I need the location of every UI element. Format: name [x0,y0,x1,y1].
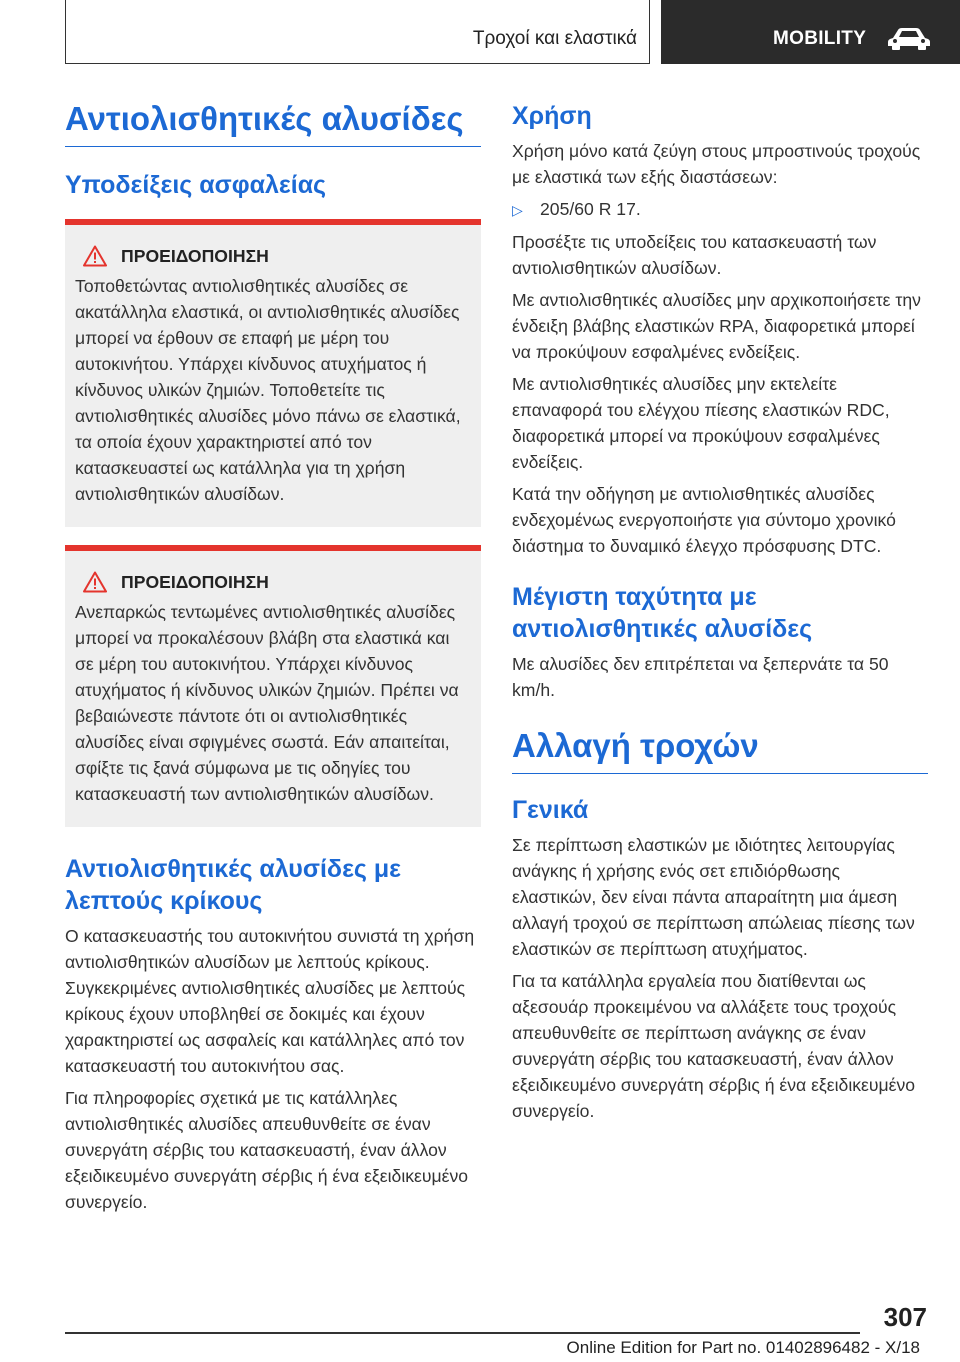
car-icon [887,26,931,50]
section-title: Τροχοί και ελαστικά [472,28,637,49]
warning-text-2: Ανεπαρκώς τεντωμένες αντιολισθητικές αλυσίδες μπορεί να προκαλέσουν βλάβη στα ελαστικά και σε μέρη του αυτοκινήτου. Υπάρχει κίνδυνος ατυχήματος ή κίνδυνος υλικών ζημιών. Πρέπει να βεβαιώνεστε πάντοτε ότι οι αντιολισθητικές αλυσίδες είναι σφιγμένες σωστά. Εάν απαιτείται, σφίξτε τις ξανά σύμφωνα με τις οδηγίες του κατασκευαστή των αντιολισθητικών αλυσίδων. [75,602,459,804]
general-paragraph-1: Σε περίπτωση ελαστικών με ιδιότητες λειτουργίας ανάγκης ή χρήσης ενός σετ επιδιόρθωσης ελαστικών, δεν είναι πάντα απαραίτητη μια άμεση αλλαγή τροχού σε περίπτωση απώλειας πίεσης των ελαστικών σε περίπτωση ατυχήματος. [512,835,915,959]
left-column [65,100,481,1215]
warning-label-2: ΠΡΟΕΙΔΟΠΟΙΗΣΗ [121,571,269,592]
warning-box-1 [65,219,481,527]
chains-heading: Αντιολισθητικές αλυσίδες [65,100,481,147]
wheel-change-heading: Αλλαγή τροχών [512,727,928,774]
edition-text: Online Edition for Part no. 01402896482 - X/18 [566,1338,920,1357]
thin-rings-paragraph-2: Για πληροφορίες σχετικά με τις κατάλληλες αντιολισθητικές αλυσίδες απευθυνθείτε σε έναν συνεργάτη σέρβις του κατασκευαστή, έναν άλλον εξειδικευμένο συνεργάτη σέρβις ή ένα εξειδικευμένο συνεργείο. [65,1088,469,1212]
warning-text-1: Τοποθετώντας αντιολισθητικές αλυσίδες σε ακατάλληλα ελαστικά, οι αντιολισθητικές αλυσίδες μπορεί να έρθουν σε επαφή με μέρη του αυτοκινήτου. Υπάρχει κίνδυνος ατυχήματος ή κίνδυνος υλικών ζημιών. Τοποθετείτε τις αντιολισθητικές αλυσίδες μόνο πάνω σε ελαστικά, τα οποία έχουν χαρακτηριστεί από τον κατασκευαστεί ως κατάλληλα για τη χρήση αντιολισθητικών αλυσίδων. [75,276,461,504]
max-speed-heading: Μέγιστη ταχύτητα με αντιολισθητικές αλυσίδες [512,583,813,643]
right-column [512,100,928,1124]
safety-heading: Υποδείξεις ασφαλείας [65,171,327,199]
footer-divider [65,1332,860,1334]
general-paragraph-2: Για τα κατάλληλα εργαλεία που διατίθενται ως αξεσουάρ προκειμένου να αλλάξετε τους τροχούς απευθυνθείτε σε περίπτωση ανάγκης σε έναν συνεργάτη σέρβις του κατασκευαστή, έναν άλλον εξειδικευμένο συνεργάτη σέρβις ή ένα εξειδικευμένο συνεργείο. [512,971,916,1121]
general-heading: Γενικά [512,796,589,824]
warning-label-1: ΠΡΟΕΙΔΟΠΟΙΗΣΗ [121,245,269,266]
section-header [65,0,650,64]
usage-heading: Χρήση [512,102,592,130]
triangle-bullet-icon: ▷ [512,202,523,218]
mobility-tab [661,0,960,64]
usage-paragraph-2: Προσέξτε τις υποδείξεις του κατασκευαστή των αντιολισθητικών αλυσίδων. [512,232,877,278]
thin-rings-heading: Αντιολισθητικές αλυσίδες με λεπτούς κρίκους [65,855,402,915]
page-number: 307 [883,1302,927,1332]
warning-title-1 [83,245,471,267]
warning-triangle-icon [83,245,107,267]
mobility-label: MOBILITY [773,28,867,49]
usage-paragraph-1: Χρήση μόνο κατά ζεύγη στους μπροστινούς τροχούς με ελαστικά των εξής διαστάσεων: [512,141,921,187]
usage-paragraph-3: Με αντιολισθητικές αλυσίδες μην αρχικοποιήσετε την ένδειξη βλάβης ελαστικών RPA, διαφορετικά μπορεί να προκύψουν εσφαλμένες ενδείξεις. [512,290,921,362]
max-speed-paragraph: Με αλυσίδες δεν επιτρέπεται να ξεπερνάτε τα 50 km/h. [512,654,889,700]
tire-size: 205/60 R 17. [540,199,641,219]
warning-title-2 [83,571,471,593]
usage-paragraph-5: Κατά την οδήγηση με αντιολισθητικές αλυσίδες ενδεχομένως ενεργοποιήστε για σύντομο χρονικό διάστημα το δυναμικό έλεγχο πρόσφυσης DTC. [512,484,896,556]
list-item [512,196,928,223]
warning-triangle-icon [83,571,107,593]
thin-rings-paragraph-1: Ο κατασκευαστής του αυτοκινήτου συνιστά τη χρήση αντιολισθητικών αλυσίδων με λεπτούς κρίκους. Συγκεκριμένες αντιολισθητικές αλυσίδες με λεπτούς κρίκους έχουν υποβληθεί σε δοκιμές και έχουν χαρακτηριστεί ως ασφαλείς και κατάλληλες από τον κατασκευαστή του αυτοκινήτου σας. [65,926,475,1076]
warning-box-2 [65,545,481,827]
usage-paragraph-4: Με αντιολισθητικές αλυσίδες μην εκτελείτε επαναφορά του ελέγχου πίεσης ελαστικών RDC, διαφορετικά μπορεί να προκύψουν εσφαλμένες ενδείξεις. [512,374,890,472]
